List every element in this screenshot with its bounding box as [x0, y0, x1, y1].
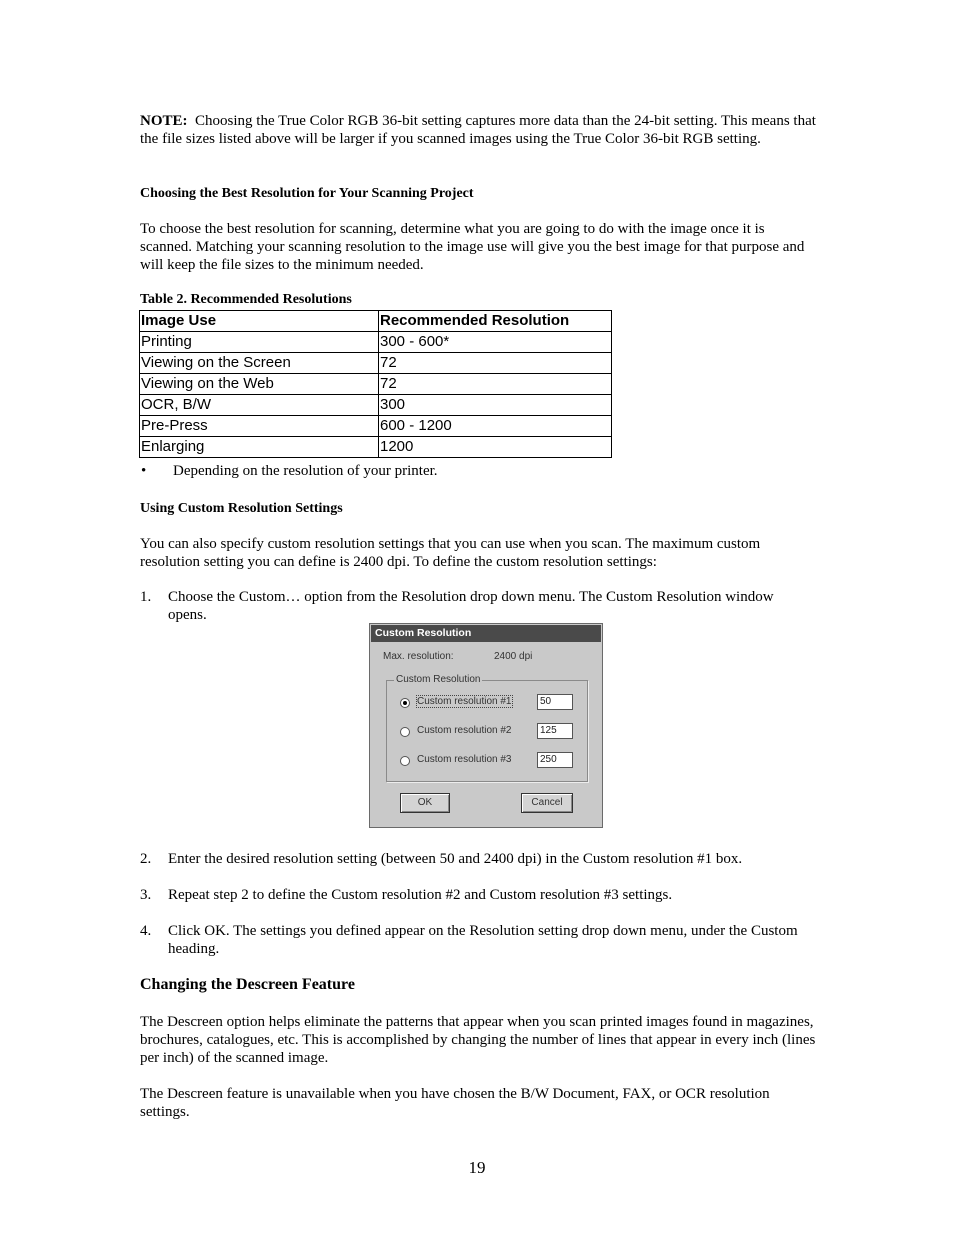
table-header-row	[140, 311, 612, 332]
table-footnote: Depending on the resolution of your printer.	[173, 463, 438, 479]
radio-label[interactable]: Custom resolution #1	[417, 696, 512, 707]
radio-custom-resolution-2[interactable]	[400, 727, 410, 737]
step-number: 4.	[140, 923, 152, 939]
table-caption: Table 2. Recommended Resolutions	[140, 292, 352, 307]
best-resolution-paragraph: To choose the best resolution for scanning, determine what you are going to do with the image once it is scanned. Matching your scanning resolution to the image use will give you the best image for that purpose and will keep the file sizes to the minimum needed.	[140, 221, 805, 273]
radio-custom-resolution-3[interactable]	[400, 756, 410, 766]
note-label: NOTE:	[140, 113, 188, 129]
table-row	[140, 332, 612, 353]
custom-resolution-paragraph: You can also specify custom resolution settings that you can use when you scan. The maximum custom resolution setting you can define is 2400 dpi. To define the custom resolution settings:	[140, 536, 761, 570]
step-number: 1.	[140, 589, 152, 605]
group-label: Custom Resolution	[396, 674, 481, 685]
step-text: Choose the Custom… option from the Resolution drop down menu. The Custom Resolution window opens.	[168, 589, 774, 623]
radio-custom-resolution-1[interactable]	[400, 698, 410, 708]
page-number: 19	[468, 1158, 486, 1177]
radio-label[interactable]: Custom resolution #3	[417, 754, 512, 765]
step-text: Click OK. The settings you defined appear on the Resolution setting drop down menu, under the Custom heading.	[168, 923, 798, 957]
footnote-bullet: •	[141, 463, 147, 479]
section-heading-best-resolution: Choosing the Best Resolution for Your Scanning Project	[140, 186, 474, 201]
section-heading-descreen: Changing the Descreen Feature	[140, 976, 355, 993]
custom-resolution-3-input[interactable]: 250	[537, 752, 573, 768]
step-text: Repeat step 2 to define the Custom resolution #2 and Custom resolution #3 settings.	[168, 887, 673, 903]
table-cell: Viewing on the Web	[140, 374, 379, 395]
step-text: Enter the desired resolution setting (between 50 and 2400 dpi) in the Custom resolution #1 box.	[168, 851, 743, 867]
table-cell: 72	[379, 374, 612, 395]
descreen-paragraph-2: The Descreen feature is unavailable when you have chosen the B/W Document, FAX, or OCR resolution settings.	[140, 1086, 770, 1120]
table-cell: Printing	[140, 332, 379, 353]
descreen-paragraph-1: The Descreen option helps eliminate the patterns that appear when you scan printed images found in magazines, brochures, catalogues, etc. This is accomplished by changing the number of lines that appear in every inch (lines per inch) of the scanned image.	[140, 1014, 816, 1066]
table-header-cell: Recommended Resolution	[379, 311, 612, 332]
radio-label[interactable]: Custom resolution #2	[417, 725, 512, 736]
table-cell: 300 - 600*	[379, 332, 612, 353]
max-resolution-label: Max. resolution:	[383, 651, 454, 662]
table-cell: Viewing on the Screen	[140, 353, 379, 374]
table-row	[140, 353, 612, 374]
table-row	[140, 395, 612, 416]
note-text: Choosing the True Color RGB 36-bit setting captures more data than the 24-bit setting. This means that the file sizes listed above will be larger if you scanned images using the True Color 36-bit RGB setting.	[140, 113, 816, 147]
table-cell: OCR, B/W	[140, 395, 379, 416]
max-resolution-value: 2400 dpi	[494, 651, 533, 662]
ok-button[interactable]: OK	[400, 793, 450, 813]
table-cell: 600 - 1200	[379, 416, 612, 437]
note-paragraph	[140, 112, 816, 148]
section-heading-custom-resolution: Using Custom Resolution Settings	[140, 501, 343, 516]
table-cell: 300	[379, 395, 612, 416]
table-row	[140, 416, 612, 437]
table-cell: 72	[379, 353, 612, 374]
cancel-button[interactable]: Cancel	[521, 793, 573, 813]
step-number: 3.	[140, 887, 152, 903]
table-cell: Pre-Press	[140, 416, 379, 437]
table-header-cell: Image Use	[140, 311, 379, 332]
table-cell: 1200	[379, 437, 612, 458]
table-cell: Enlarging	[140, 437, 379, 458]
table-row	[140, 437, 612, 458]
step-number: 2.	[140, 851, 152, 867]
custom-resolution-dialog	[369, 623, 603, 828]
table-row	[140, 374, 612, 395]
recommended-resolutions-table	[139, 310, 612, 458]
custom-resolution-1-input[interactable]: 50	[537, 694, 573, 710]
custom-resolution-2-input[interactable]: 125	[537, 723, 573, 739]
dialog-title: Custom Resolution	[371, 625, 601, 642]
